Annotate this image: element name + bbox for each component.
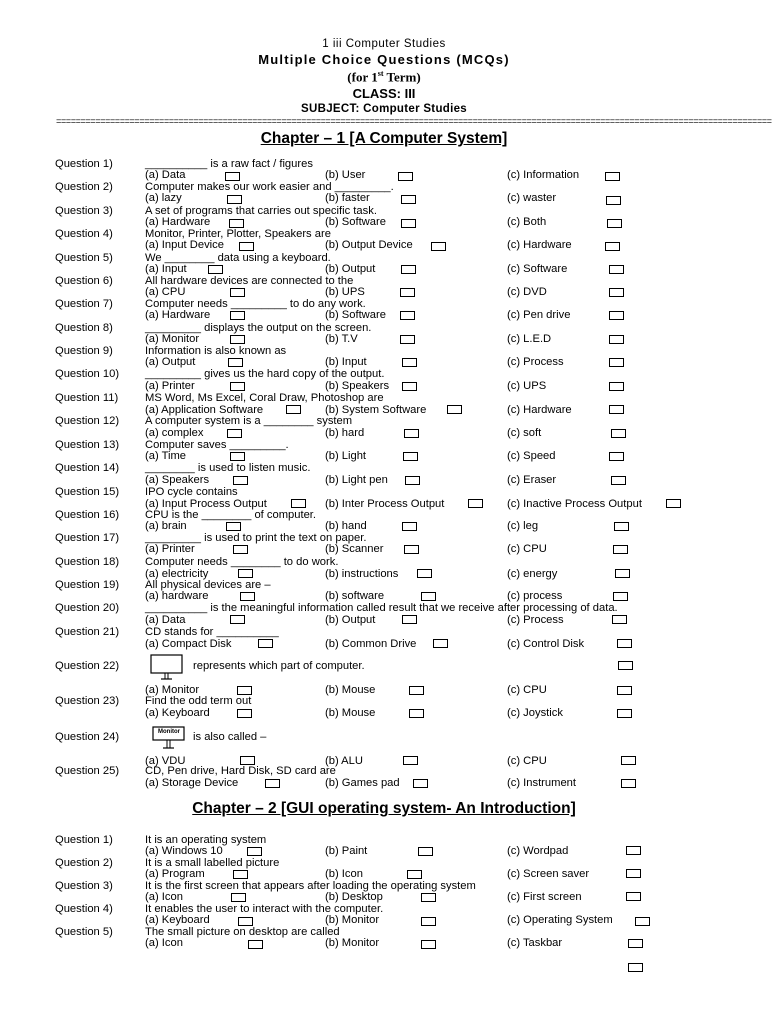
option-label: (c) process bbox=[507, 590, 563, 602]
question-text: __________ is the meaningful information called result that we receive after processing of data. bbox=[145, 602, 618, 614]
question-label: Question 11) bbox=[55, 392, 119, 404]
question-label: Question 2) bbox=[55, 181, 113, 193]
answer-checkbox[interactable] bbox=[398, 172, 413, 181]
question-text: IPO cycle contains bbox=[145, 486, 238, 498]
answer-checkbox[interactable] bbox=[609, 405, 624, 414]
question-label: Question 2) bbox=[55, 857, 113, 869]
answer-checkbox[interactable] bbox=[409, 686, 424, 695]
answer-checkbox[interactable] bbox=[230, 288, 245, 297]
option-label: (b) Desktop bbox=[325, 891, 383, 903]
answer-checkbox[interactable] bbox=[237, 686, 252, 695]
answer-checkbox[interactable] bbox=[431, 242, 446, 251]
option-label: (b) hard bbox=[325, 427, 365, 439]
answer-checkbox[interactable] bbox=[413, 779, 428, 788]
question-label: Question 13) bbox=[55, 439, 120, 451]
option-label: (c) CPU bbox=[507, 543, 547, 555]
question-text: __________ is a raw fact / figures bbox=[145, 158, 313, 170]
option-label: (a) Time bbox=[145, 450, 187, 462]
answer-checkbox[interactable] bbox=[238, 917, 253, 926]
option-label: (c) DVD bbox=[507, 286, 547, 298]
option-label: (a) Hardware bbox=[145, 309, 211, 321]
question-text: Computer makes our work easier and _________. bbox=[145, 181, 394, 193]
option-label: (b) Output Device bbox=[325, 239, 413, 251]
answer-checkbox[interactable] bbox=[609, 382, 624, 391]
separator-rule: ================================================================================================================================================== bbox=[56, 117, 772, 127]
answer-checkbox[interactable] bbox=[611, 429, 626, 438]
question-text: Computer needs ________ to do work. bbox=[145, 556, 339, 568]
answer-checkbox[interactable] bbox=[401, 219, 416, 228]
question-label: Question 7) bbox=[55, 298, 113, 310]
answer-checkbox[interactable] bbox=[225, 172, 240, 181]
option-label: (a) Program bbox=[145, 868, 205, 880]
question-label: Question 4) bbox=[55, 228, 113, 240]
question-label: Question 5) bbox=[55, 926, 113, 938]
answer-checkbox[interactable] bbox=[233, 545, 248, 554]
option-label: (a) Output bbox=[145, 356, 196, 368]
answer-checkbox[interactable] bbox=[265, 779, 280, 788]
question-text: All hardware devices are connected to the bbox=[145, 275, 354, 287]
answer-checkbox[interactable] bbox=[405, 476, 420, 485]
option-label: (b) Paint bbox=[325, 845, 368, 857]
option-label: (a) brain bbox=[145, 520, 187, 532]
answer-checkbox[interactable] bbox=[609, 288, 624, 297]
question-text: It enables the user to interact with the computer. bbox=[145, 903, 384, 915]
question-label: Question 1) bbox=[55, 158, 113, 170]
answer-checkbox[interactable] bbox=[248, 940, 263, 949]
option-label: (c) energy bbox=[507, 568, 558, 580]
answer-checkbox[interactable] bbox=[618, 661, 633, 670]
question-text: _________ gives us the hard copy of the output. bbox=[145, 368, 385, 380]
answer-checkbox[interactable] bbox=[286, 405, 301, 414]
term-pre: (for 1 bbox=[347, 69, 378, 85]
question-text: Computer needs _________ to do any work. bbox=[145, 298, 366, 310]
option-label: (a) Input Process Output bbox=[145, 498, 267, 510]
answer-checkbox[interactable] bbox=[233, 870, 248, 879]
option-label: (c) waster bbox=[507, 192, 557, 204]
question-text: MS Word, Ms Excel, Coral Draw, Photoshop are bbox=[145, 392, 384, 404]
question-text: is also called – bbox=[193, 731, 267, 743]
option-label: (b) User bbox=[325, 169, 366, 181]
answer-checkbox[interactable] bbox=[626, 846, 641, 855]
answer-checkbox[interactable] bbox=[208, 265, 223, 274]
answer-checkbox[interactable] bbox=[401, 195, 416, 204]
answer-checkbox[interactable] bbox=[609, 335, 624, 344]
option-label: (b) ALU bbox=[325, 755, 363, 767]
answer-checkbox[interactable] bbox=[612, 615, 627, 624]
answer-checkbox[interactable] bbox=[238, 569, 253, 578]
answer-checkbox[interactable] bbox=[468, 499, 483, 508]
option-label: (c) Software bbox=[507, 263, 568, 275]
answer-checkbox[interactable] bbox=[628, 939, 643, 948]
option-label: (c) Both bbox=[507, 216, 547, 228]
answer-checkbox[interactable] bbox=[239, 242, 254, 251]
question-label: Question 21) bbox=[55, 626, 120, 638]
option-label: (b) Output bbox=[325, 614, 376, 626]
option-label: (a) Application Software bbox=[145, 404, 264, 416]
answer-checkbox[interactable] bbox=[403, 452, 418, 461]
option-label: (c) Taskbar bbox=[507, 937, 563, 949]
term-post: Term) bbox=[383, 69, 421, 85]
answer-checkbox[interactable] bbox=[400, 335, 415, 344]
answer-checkbox[interactable] bbox=[417, 569, 432, 578]
option-label: (b) Mouse bbox=[325, 684, 376, 696]
option-label: (b) instructions bbox=[325, 568, 399, 580]
answer-checkbox[interactable] bbox=[404, 429, 419, 438]
question-label: Question 1) bbox=[55, 834, 113, 846]
option-label: (a) Icon bbox=[145, 937, 183, 949]
option-label: (b) Inter Process Output bbox=[325, 498, 445, 510]
question-label: Question 17) bbox=[55, 532, 120, 544]
answer-checkbox[interactable] bbox=[609, 311, 624, 320]
question-label: Question 24) bbox=[55, 731, 120, 743]
chapter-2-title: Chapter – 2 [GUI operating system- An Introduction] bbox=[192, 800, 576, 817]
answer-checkbox[interactable] bbox=[230, 311, 245, 320]
option-label: (c) Instrument bbox=[507, 777, 577, 789]
answer-checkbox[interactable] bbox=[402, 358, 417, 367]
answer-checkbox[interactable] bbox=[230, 382, 245, 391]
question-text: Find the odd term out bbox=[145, 695, 252, 707]
monitor-picture-label: Monitor bbox=[158, 729, 180, 735]
subject-line: SUBJECT: Computer Studies bbox=[301, 103, 467, 115]
answer-checkbox[interactable] bbox=[607, 219, 622, 228]
option-label: (c) L.E.D bbox=[507, 333, 552, 345]
question-label: Question 8) bbox=[55, 322, 113, 334]
question-text: We ________ data using a keyboard. bbox=[145, 252, 331, 264]
option-label: (c) Operating System bbox=[507, 914, 613, 926]
option-label: (c) Control Disk bbox=[507, 638, 585, 650]
question-text: Computer saves _________. bbox=[145, 439, 289, 451]
answer-checkbox[interactable] bbox=[403, 756, 418, 765]
option-label: (a) Data bbox=[145, 169, 186, 181]
option-label: (c) Inactive Process Output bbox=[507, 498, 642, 510]
answer-checkbox[interactable] bbox=[628, 963, 643, 972]
option-label: (a) VDU bbox=[145, 755, 186, 767]
option-label: (c) Screen saver bbox=[507, 868, 590, 880]
option-label: (b) T.V bbox=[325, 333, 358, 345]
question-label: Question 19) bbox=[55, 579, 120, 591]
option-label: (c) CPU bbox=[507, 755, 547, 767]
answer-checkbox[interactable] bbox=[240, 756, 255, 765]
term-line bbox=[0, 69, 768, 85]
question-text: CD, Pen drive, Hard Disk, SD card are bbox=[145, 765, 336, 777]
answer-checkbox[interactable] bbox=[240, 592, 255, 601]
answer-checkbox[interactable] bbox=[615, 569, 630, 578]
option-label: (b) Icon bbox=[325, 868, 363, 880]
answer-checkbox[interactable] bbox=[621, 779, 636, 788]
option-label: (b) faster bbox=[325, 192, 370, 204]
question-text: A set of programs that carries out specific task. bbox=[145, 205, 377, 217]
question-text: It is a small labelled picture bbox=[145, 857, 280, 869]
answer-checkbox[interactable] bbox=[617, 639, 632, 648]
question-text: represents which part of computer. bbox=[193, 660, 365, 672]
term-sup: st bbox=[377, 69, 384, 78]
option-label: (b) software bbox=[325, 590, 385, 602]
question-text: Information is also known as bbox=[145, 345, 287, 357]
answer-checkbox[interactable] bbox=[421, 940, 436, 949]
option-label: (b) Mouse bbox=[325, 707, 376, 719]
option-label: (a) Input bbox=[145, 263, 187, 275]
option-label: (a) Keyboard bbox=[145, 914, 210, 926]
option-label: (c) Pen drive bbox=[507, 309, 571, 321]
answer-checkbox[interactable] bbox=[606, 196, 621, 205]
option-label: (c) Hardware bbox=[507, 404, 572, 416]
option-label: (b) Light pen bbox=[325, 474, 388, 486]
question-text: It is the first screen that appears after loading the operating system bbox=[145, 880, 476, 892]
answer-checkbox[interactable] bbox=[226, 522, 241, 531]
option-label: (b) Speakers bbox=[325, 380, 390, 392]
question-text: CPU is the ________ of computer. bbox=[145, 509, 317, 521]
question-label: Question 6) bbox=[55, 275, 113, 287]
question-label: Question 10) bbox=[55, 368, 120, 380]
answer-checkbox[interactable] bbox=[228, 358, 243, 367]
option-label: (a) Printer bbox=[145, 380, 195, 392]
answer-checkbox[interactable] bbox=[626, 892, 641, 901]
question-label: Question 9) bbox=[55, 345, 113, 357]
option-label: (c) Process bbox=[507, 614, 564, 626]
question-label: Question 22) bbox=[55, 660, 120, 672]
answer-checkbox[interactable] bbox=[613, 545, 628, 554]
question-label: Question 5) bbox=[55, 252, 113, 264]
option-label: (a) CPU bbox=[145, 286, 186, 298]
answer-checkbox[interactable] bbox=[605, 242, 620, 251]
option-label: (b) Monitor bbox=[325, 914, 380, 926]
answer-checkbox[interactable] bbox=[409, 709, 424, 718]
option-label: (a) Icon bbox=[145, 891, 183, 903]
option-label: (b) UPS bbox=[325, 286, 365, 298]
answer-checkbox[interactable] bbox=[401, 265, 416, 274]
answer-checkbox[interactable] bbox=[609, 265, 624, 274]
question-label: Question 25) bbox=[55, 765, 120, 777]
question-text: Monitor, Printer, Plotter, Speakers are bbox=[145, 228, 331, 240]
option-label: (a) complex bbox=[145, 427, 204, 439]
option-label: (a) Windows 10 bbox=[145, 845, 223, 857]
answer-checkbox[interactable] bbox=[617, 686, 632, 695]
answer-checkbox[interactable] bbox=[230, 452, 245, 461]
question-label: Question 15) bbox=[55, 486, 120, 498]
chapter-1-title: Chapter – 1 [A Computer System] bbox=[260, 130, 508, 147]
answer-checkbox[interactable] bbox=[447, 405, 462, 414]
answer-checkbox[interactable] bbox=[402, 382, 417, 391]
question-text: A computer system is a ________ system bbox=[145, 415, 353, 427]
answer-checkbox[interactable] bbox=[230, 335, 245, 344]
option-label: (a) hardware bbox=[145, 590, 209, 602]
option-label: (a) Hardware bbox=[145, 216, 211, 228]
option-label: (c) Eraser bbox=[507, 474, 557, 486]
option-label: (b) Games pad bbox=[325, 777, 400, 789]
answer-checkbox[interactable] bbox=[605, 172, 620, 181]
answer-checkbox[interactable] bbox=[421, 893, 436, 902]
option-label: (a) lazy bbox=[145, 192, 182, 204]
question-label: Question 16) bbox=[55, 509, 120, 521]
option-label: (c) UPS bbox=[507, 380, 547, 392]
answer-checkbox[interactable] bbox=[227, 195, 242, 204]
question-text: _________ displays the output on the screen. bbox=[145, 322, 372, 334]
answer-checkbox[interactable] bbox=[421, 592, 436, 601]
question-label: Question 4) bbox=[55, 903, 113, 915]
answer-checkbox[interactable] bbox=[231, 893, 246, 902]
answer-checkbox[interactable] bbox=[402, 615, 417, 624]
option-label: (a) Input Device bbox=[145, 239, 224, 251]
document-title: Multiple Choice Questions (MCQs) bbox=[258, 52, 510, 67]
question-text: All physical devices are – bbox=[145, 579, 271, 591]
option-label: (b) Software bbox=[325, 309, 386, 321]
answer-checkbox[interactable] bbox=[635, 917, 650, 926]
answer-checkbox[interactable] bbox=[227, 429, 242, 438]
option-label: (a) Compact Disk bbox=[145, 638, 232, 650]
answer-checkbox[interactable] bbox=[418, 847, 433, 856]
answer-checkbox[interactable] bbox=[291, 499, 306, 508]
option-label: (c) CPU bbox=[507, 684, 547, 696]
option-label: (b) Software bbox=[325, 216, 386, 228]
question-text: _________ is used to print the text on paper. bbox=[145, 532, 367, 544]
monitor-picture-icon bbox=[150, 654, 184, 682]
option-label: (b) Input bbox=[325, 356, 367, 368]
question-text: ________ is used to listen music. bbox=[145, 462, 311, 474]
answer-checkbox[interactable] bbox=[617, 709, 632, 718]
option-label: (b) System Software bbox=[325, 404, 427, 416]
answer-checkbox[interactable] bbox=[609, 358, 624, 367]
option-label: (a) Keyboard bbox=[145, 707, 210, 719]
question-label: Question 20) bbox=[55, 602, 120, 614]
option-label: (a) Monitor bbox=[145, 684, 200, 696]
option-label: (a) Storage Device bbox=[145, 777, 239, 789]
option-label: (b) Output bbox=[325, 263, 376, 275]
option-label: (c) Information bbox=[507, 169, 580, 181]
answer-checkbox[interactable] bbox=[433, 639, 448, 648]
question-label: Question 14) bbox=[55, 462, 120, 474]
question-text: It is an operating system bbox=[145, 834, 267, 846]
question-label: Question 3) bbox=[55, 205, 113, 217]
answer-checkbox[interactable] bbox=[402, 522, 417, 531]
page-header-course: 1 iii Computer Studies bbox=[322, 38, 446, 50]
option-label: (c) Joystick bbox=[507, 707, 563, 719]
option-label: (c) Hardware bbox=[507, 239, 572, 251]
question-text: The small picture on desktop are called bbox=[145, 926, 340, 938]
option-label: (b) hand bbox=[325, 520, 367, 532]
monitor-drawing bbox=[150, 654, 184, 682]
answer-checkbox[interactable] bbox=[258, 639, 273, 648]
answer-checkbox[interactable] bbox=[400, 288, 415, 297]
class-line: CLASS: III bbox=[352, 86, 416, 101]
labelled-monitor-icon bbox=[152, 726, 188, 752]
option-label: (c) Speed bbox=[507, 450, 556, 462]
question-text: CD stands for __________ bbox=[145, 626, 279, 638]
option-label: (b) Monitor bbox=[325, 937, 380, 949]
answer-checkbox[interactable] bbox=[404, 545, 419, 554]
option-label: (b) Common Drive bbox=[325, 638, 417, 650]
answer-checkbox[interactable] bbox=[621, 756, 636, 765]
question-label: Question 23) bbox=[55, 695, 120, 707]
option-label: (b) Light bbox=[325, 450, 367, 462]
option-label: (a) Data bbox=[145, 614, 186, 626]
question-label: Question 12) bbox=[55, 415, 120, 427]
option-label: (a) Speakers bbox=[145, 474, 210, 486]
answer-checkbox[interactable] bbox=[247, 847, 262, 856]
answer-checkbox[interactable] bbox=[421, 917, 436, 926]
answer-checkbox[interactable] bbox=[400, 311, 415, 320]
option-label: (c) First screen bbox=[507, 891, 582, 903]
option-label: (a) Monitor bbox=[145, 333, 200, 345]
answer-checkbox[interactable] bbox=[407, 870, 422, 879]
answer-checkbox[interactable] bbox=[233, 476, 248, 485]
answer-checkbox[interactable] bbox=[613, 592, 628, 601]
option-label: (c) leg bbox=[507, 520, 539, 532]
answer-checkbox[interactable] bbox=[666, 499, 681, 508]
answer-checkbox[interactable] bbox=[229, 219, 244, 228]
option-label: (a) Printer bbox=[145, 543, 195, 555]
option-label: (c) Wordpad bbox=[507, 845, 569, 857]
option-label: (a) electricity bbox=[145, 568, 209, 580]
answer-checkbox[interactable] bbox=[626, 869, 641, 878]
answer-checkbox[interactable] bbox=[614, 522, 629, 531]
question-label: Question 18) bbox=[55, 556, 120, 568]
option-label: (b) Scanner bbox=[325, 543, 384, 555]
answer-checkbox[interactable] bbox=[609, 452, 624, 461]
question-label: Question 3) bbox=[55, 880, 113, 892]
answer-checkbox[interactable] bbox=[237, 709, 252, 718]
option-label: (c) soft bbox=[507, 427, 542, 439]
option-label: (c) Process bbox=[507, 356, 564, 368]
answer-checkbox[interactable] bbox=[230, 615, 245, 624]
answer-checkbox[interactable] bbox=[611, 476, 626, 485]
